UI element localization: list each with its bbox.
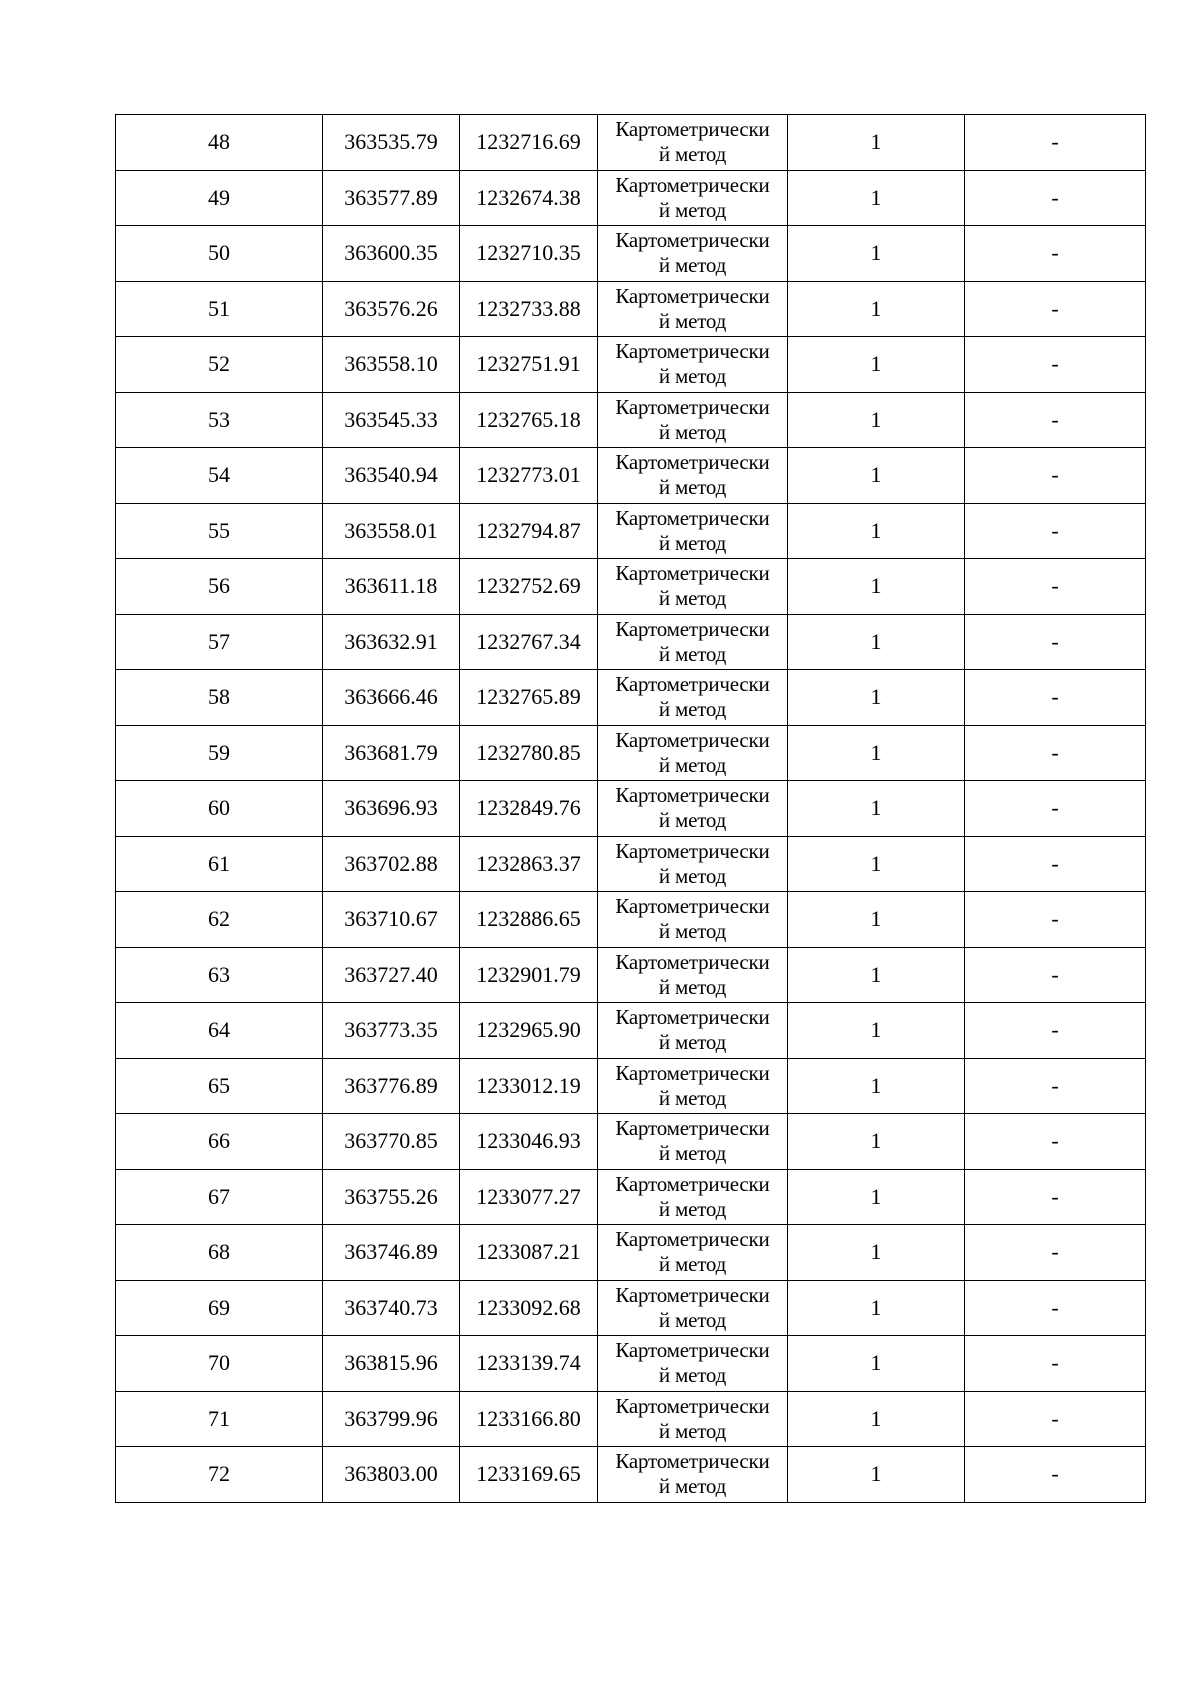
point-number-cell: 63	[116, 947, 323, 1003]
note-cell: -	[965, 892, 1146, 948]
point-number-cell: 67	[116, 1169, 323, 1225]
note-cell: -	[965, 1169, 1146, 1225]
accuracy-cell: 1	[788, 947, 965, 1003]
table-row	[116, 1447, 1146, 1503]
method-cell: Картометрически й метод	[598, 1336, 788, 1392]
method-cell: Картометрически й метод	[598, 670, 788, 726]
accuracy-cell: 1	[788, 725, 965, 781]
y-coordinate-cell: 1232752.69	[460, 559, 598, 615]
table-row	[116, 781, 1146, 837]
accuracy-cell: 1	[788, 781, 965, 837]
point-number-cell: 49	[116, 170, 323, 226]
accuracy-cell: 1	[788, 170, 965, 226]
table-row	[116, 281, 1146, 337]
y-coordinate-cell: 1232965.90	[460, 1003, 598, 1059]
table-row	[116, 1336, 1146, 1392]
method-cell: Картометрически й метод	[598, 559, 788, 615]
point-number-cell: 55	[116, 503, 323, 559]
accuracy-cell: 1	[788, 559, 965, 615]
note-cell: -	[965, 559, 1146, 615]
method-cell: Картометрически й метод	[598, 1058, 788, 1114]
y-coordinate-cell: 1232733.88	[460, 281, 598, 337]
method-cell: Картометрически й метод	[598, 1280, 788, 1336]
x-coordinate-cell: 363611.18	[323, 559, 460, 615]
note-cell: -	[965, 226, 1146, 282]
method-cell: Картометрически й метод	[598, 1391, 788, 1447]
note-cell: -	[965, 1114, 1146, 1170]
table-row	[116, 503, 1146, 559]
method-cell: Картометрически й метод	[598, 503, 788, 559]
point-number-cell: 72	[116, 1447, 323, 1503]
table-row	[116, 614, 1146, 670]
accuracy-cell: 1	[788, 836, 965, 892]
accuracy-cell: 1	[788, 226, 965, 282]
accuracy-cell: 1	[788, 892, 965, 948]
table-row	[116, 448, 1146, 504]
note-cell: -	[965, 448, 1146, 504]
y-coordinate-cell: 1232751.91	[460, 337, 598, 393]
point-number-cell: 66	[116, 1114, 323, 1170]
point-number-cell: 70	[116, 1336, 323, 1392]
point-number-cell: 69	[116, 1280, 323, 1336]
x-coordinate-cell: 363558.10	[323, 337, 460, 393]
coordinates-table	[115, 114, 1146, 1503]
method-cell: Картометрически й метод	[598, 1003, 788, 1059]
note-cell: -	[965, 503, 1146, 559]
accuracy-cell: 1	[788, 392, 965, 448]
x-coordinate-cell: 363710.67	[323, 892, 460, 948]
note-cell: -	[965, 1391, 1146, 1447]
method-cell: Картометрически й метод	[598, 448, 788, 504]
x-coordinate-cell: 363576.26	[323, 281, 460, 337]
table-row	[116, 1391, 1146, 1447]
note-cell: -	[965, 947, 1146, 1003]
y-coordinate-cell: 1232794.87	[460, 503, 598, 559]
y-coordinate-cell: 1232716.69	[460, 115, 598, 171]
accuracy-cell: 1	[788, 670, 965, 726]
x-coordinate-cell: 363746.89	[323, 1225, 460, 1281]
accuracy-cell: 1	[788, 1336, 965, 1392]
y-coordinate-cell: 1232886.65	[460, 892, 598, 948]
method-cell: Картометрически й метод	[598, 781, 788, 837]
accuracy-cell: 1	[788, 448, 965, 504]
point-number-cell: 60	[116, 781, 323, 837]
y-coordinate-cell: 1233087.21	[460, 1225, 598, 1281]
note-cell: -	[965, 670, 1146, 726]
x-coordinate-cell: 363696.93	[323, 781, 460, 837]
y-coordinate-cell: 1232901.79	[460, 947, 598, 1003]
y-coordinate-cell: 1233077.27	[460, 1169, 598, 1225]
table-body	[116, 115, 1146, 1503]
y-coordinate-cell: 1232765.18	[460, 392, 598, 448]
method-cell: Картометрически й метод	[598, 170, 788, 226]
method-cell: Картометрически й метод	[598, 1447, 788, 1503]
point-number-cell: 64	[116, 1003, 323, 1059]
table-row	[116, 725, 1146, 781]
point-number-cell: 54	[116, 448, 323, 504]
table-row	[116, 670, 1146, 726]
method-cell: Картометрически й метод	[598, 281, 788, 337]
point-number-cell: 57	[116, 614, 323, 670]
y-coordinate-cell: 1233166.80	[460, 1391, 598, 1447]
method-cell: Картометрически й метод	[598, 836, 788, 892]
x-coordinate-cell: 363803.00	[323, 1447, 460, 1503]
y-coordinate-cell: 1232765.89	[460, 670, 598, 726]
x-coordinate-cell: 363681.79	[323, 725, 460, 781]
accuracy-cell: 1	[788, 1058, 965, 1114]
note-cell: -	[965, 836, 1146, 892]
accuracy-cell: 1	[788, 1391, 965, 1447]
note-cell: -	[965, 1058, 1146, 1114]
note-cell: -	[965, 392, 1146, 448]
note-cell: -	[965, 1336, 1146, 1392]
table-row	[116, 1003, 1146, 1059]
note-cell: -	[965, 337, 1146, 393]
y-coordinate-cell: 1233169.65	[460, 1447, 598, 1503]
accuracy-cell: 1	[788, 1169, 965, 1225]
accuracy-cell: 1	[788, 614, 965, 670]
table-row	[116, 337, 1146, 393]
table-row	[116, 559, 1146, 615]
y-coordinate-cell: 1232863.37	[460, 836, 598, 892]
x-coordinate-cell: 363577.89	[323, 170, 460, 226]
note-cell: -	[965, 115, 1146, 171]
accuracy-cell: 1	[788, 1447, 965, 1503]
x-coordinate-cell: 363755.26	[323, 1169, 460, 1225]
table-row	[116, 947, 1146, 1003]
method-cell: Картометрически й метод	[598, 947, 788, 1003]
y-coordinate-cell: 1232780.85	[460, 725, 598, 781]
point-number-cell: 68	[116, 1225, 323, 1281]
method-cell: Картометрически й метод	[598, 1169, 788, 1225]
x-coordinate-cell: 363666.46	[323, 670, 460, 726]
y-coordinate-cell: 1232710.35	[460, 226, 598, 282]
table-row	[116, 1280, 1146, 1336]
x-coordinate-cell: 363540.94	[323, 448, 460, 504]
method-cell: Картометрически й метод	[598, 892, 788, 948]
table-row	[116, 1114, 1146, 1170]
accuracy-cell: 1	[788, 1280, 965, 1336]
table-row	[116, 892, 1146, 948]
point-number-cell: 48	[116, 115, 323, 171]
point-number-cell: 62	[116, 892, 323, 948]
note-cell: -	[965, 614, 1146, 670]
point-number-cell: 65	[116, 1058, 323, 1114]
y-coordinate-cell: 1233012.19	[460, 1058, 598, 1114]
y-coordinate-cell: 1233092.68	[460, 1280, 598, 1336]
point-number-cell: 58	[116, 670, 323, 726]
point-number-cell: 59	[116, 725, 323, 781]
point-number-cell: 71	[116, 1391, 323, 1447]
note-cell: -	[965, 1280, 1146, 1336]
table-row	[116, 836, 1146, 892]
x-coordinate-cell: 363545.33	[323, 392, 460, 448]
x-coordinate-cell: 363632.91	[323, 614, 460, 670]
note-cell: -	[965, 781, 1146, 837]
point-number-cell: 56	[116, 559, 323, 615]
y-coordinate-cell: 1232849.76	[460, 781, 598, 837]
method-cell: Картометрически й метод	[598, 1225, 788, 1281]
x-coordinate-cell: 363799.96	[323, 1391, 460, 1447]
x-coordinate-cell: 363558.01	[323, 503, 460, 559]
x-coordinate-cell: 363740.73	[323, 1280, 460, 1336]
x-coordinate-cell: 363727.40	[323, 947, 460, 1003]
point-number-cell: 61	[116, 836, 323, 892]
method-cell: Картометрически й метод	[598, 725, 788, 781]
accuracy-cell: 1	[788, 1225, 965, 1281]
x-coordinate-cell: 363776.89	[323, 1058, 460, 1114]
x-coordinate-cell: 363600.35	[323, 226, 460, 282]
method-cell: Картометрически й метод	[598, 226, 788, 282]
table-row	[116, 226, 1146, 282]
accuracy-cell: 1	[788, 1114, 965, 1170]
method-cell: Картометрически й метод	[598, 392, 788, 448]
accuracy-cell: 1	[788, 115, 965, 171]
note-cell: -	[965, 170, 1146, 226]
method-cell: Картометрически й метод	[598, 115, 788, 171]
accuracy-cell: 1	[788, 337, 965, 393]
note-cell: -	[965, 725, 1146, 781]
y-coordinate-cell: 1232773.01	[460, 448, 598, 504]
note-cell: -	[965, 1003, 1146, 1059]
table-row	[116, 170, 1146, 226]
note-cell: -	[965, 281, 1146, 337]
accuracy-cell: 1	[788, 503, 965, 559]
x-coordinate-cell: 363702.88	[323, 836, 460, 892]
y-coordinate-cell: 1232674.38	[460, 170, 598, 226]
x-coordinate-cell: 363815.96	[323, 1336, 460, 1392]
table-row	[116, 1058, 1146, 1114]
x-coordinate-cell: 363773.35	[323, 1003, 460, 1059]
y-coordinate-cell: 1233139.74	[460, 1336, 598, 1392]
point-number-cell: 51	[116, 281, 323, 337]
note-cell: -	[965, 1447, 1146, 1503]
y-coordinate-cell: 1233046.93	[460, 1114, 598, 1170]
table-row	[116, 1225, 1146, 1281]
x-coordinate-cell: 363535.79	[323, 115, 460, 171]
x-coordinate-cell: 363770.85	[323, 1114, 460, 1170]
point-number-cell: 52	[116, 337, 323, 393]
point-number-cell: 53	[116, 392, 323, 448]
table-row	[116, 115, 1146, 171]
accuracy-cell: 1	[788, 281, 965, 337]
table-row	[116, 1169, 1146, 1225]
point-number-cell: 50	[116, 226, 323, 282]
method-cell: Картометрически й метод	[598, 1114, 788, 1170]
y-coordinate-cell: 1232767.34	[460, 614, 598, 670]
accuracy-cell: 1	[788, 1003, 965, 1059]
note-cell: -	[965, 1225, 1146, 1281]
method-cell: Картометрически й метод	[598, 614, 788, 670]
table-row	[116, 392, 1146, 448]
method-cell: Картометрически й метод	[598, 337, 788, 393]
